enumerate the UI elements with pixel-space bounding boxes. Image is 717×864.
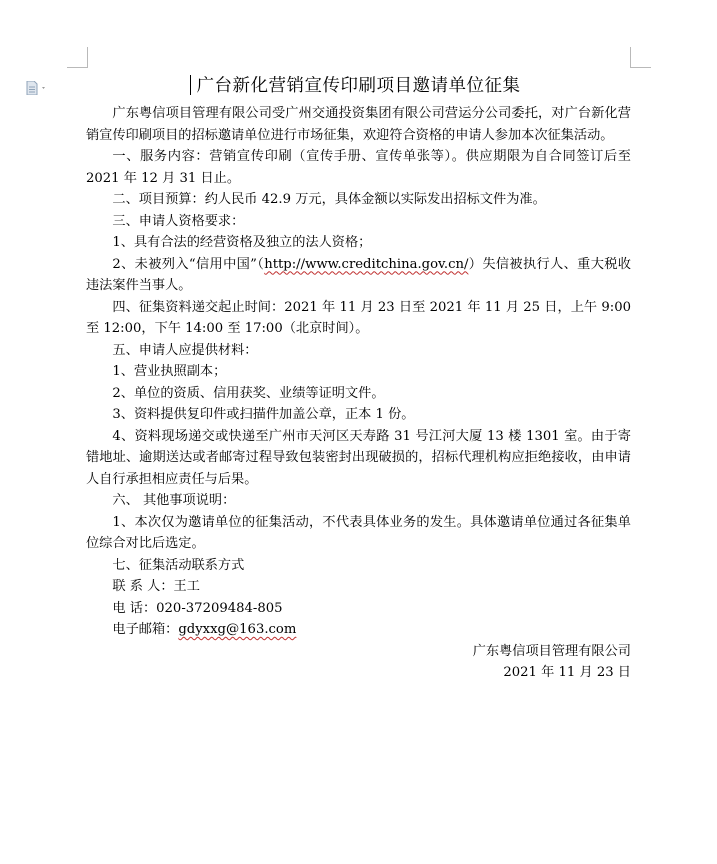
email-value[interactable]: gdyxxg@163.com	[178, 622, 297, 637]
contact-label: 联 系 人：	[112, 579, 174, 594]
intro-paragraph: 广东粤信项目管理有限公司受广州交通投资集团有限公司营运分公司委托，对广台新化营销宣传印刷项目的招标邀请单位进行市场征集，欢迎符合资格的申请人参加本次征集活动。	[86, 106, 631, 143]
signature-date: 2021 年 11 月 23 日	[503, 665, 631, 680]
email-label: 电子邮箱：	[112, 622, 179, 637]
document-title: 广台新化营销宣传印刷项目邀请单位征集	[196, 76, 521, 96]
requirement-item	[86, 254, 631, 297]
section-contact: 七、征集活动联系方式	[112, 557, 245, 573]
requirement-item: 1、具有合法的经营资格及独立的法人资格；	[112, 235, 372, 250]
material-item: 2、单位的资质、信用获奖、业绩等证明文件。	[112, 385, 385, 401]
contact-person	[86, 576, 631, 598]
requirement-text: ）失信被执行人、重大税收违法案件当事人。	[86, 256, 631, 293]
document-icon[interactable]	[26, 81, 48, 95]
contact-phone	[86, 598, 631, 620]
credit-china-link[interactable]: http://www.creditchina.gov.cn/	[264, 256, 469, 272]
margin-corner-mark	[630, 47, 651, 68]
signature-org: 广东粤信项目管理有限公司	[472, 643, 631, 659]
contact-value: 王工	[173, 579, 200, 594]
contact-email	[86, 619, 631, 641]
document-body	[86, 103, 631, 684]
material-item: 3、资料提供复印件或扫描件加盖公章，正本 1 份。	[112, 407, 415, 422]
section-budget: 二、项目预算：约人民币 42.9 万元，具体金额以实际发出招标文件为准。	[112, 192, 546, 207]
phone-value: 020-37209484-805	[156, 600, 283, 616]
requirement-text: 2、未被列入“信用中国”（	[112, 256, 265, 272]
section-qualification: 三、申请人资格要求：	[112, 213, 245, 229]
material-item: 4、资料现场递交或快递至广州市天河区天寿路 31 号江河大厦 13 楼 1301 室。由于寄错地址、逾期送达或者邮寄过程导致包装密封出现破损的，招标代理机构应拒绝接收，由申请人自行承担相应责任与后果。	[86, 428, 631, 487]
margin-corner-mark	[67, 47, 88, 68]
note-item: 1、本次仅为邀请单位的征集活动，不代表具体业务的发生。具体邀请单位通过各征集单位综合对比后选定。	[86, 514, 631, 551]
phone-label: 电 话：	[112, 600, 157, 616]
section-submission-time: 四、征集资料递交起止时间：2021 年 11 月 23 日至 2021 年 11 月 25 日，上午 9:00 至 12:00，下午 14:00 至 17:00（北京时间）。	[86, 299, 631, 336]
section-materials: 五、申请人应提供材料：	[112, 342, 258, 358]
section-other: 六、 其他事项说明：	[112, 493, 236, 508]
material-item: 1、营业执照副本；	[112, 364, 227, 379]
section-service: 一、服务内容：营销宣传印刷（宣传手册、宣传单张等）。供应期限为自合同签订后至 2021 年 12 月 31 日止。	[86, 149, 631, 186]
